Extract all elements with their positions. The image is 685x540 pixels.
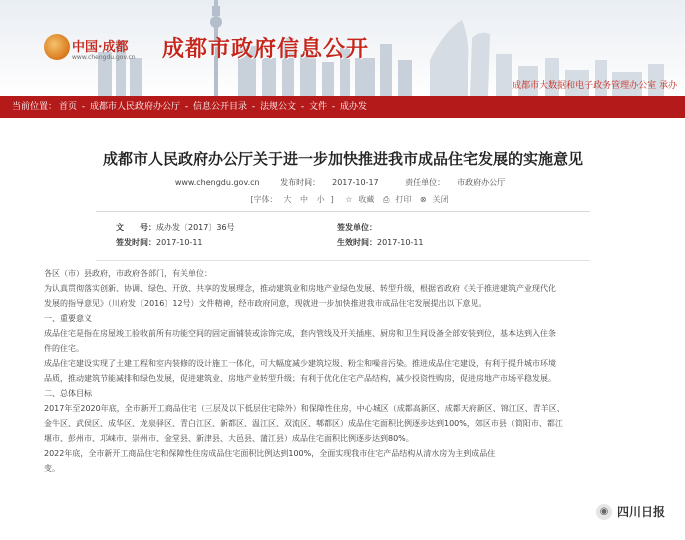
wechat-icon: ◉ [596, 504, 612, 520]
breadcrumb-sep: - [329, 102, 339, 112]
watermark-text: 四川日报 [616, 505, 665, 519]
close-button[interactable]: 关闭 [432, 195, 449, 204]
paragraph: 为认真贯彻落实创新、协调、绿色、开放、共享的发展理念，推动建筑业和房地产业绿色发展、转型升级，根据省政府《关于推进建筑产业现代化 [44, 284, 556, 293]
site-title: 成都市政府信息公开 [162, 36, 370, 62]
section-heading: 一、重要意义 [44, 314, 92, 323]
font-size-close: ] [330, 195, 334, 204]
paragraph: 变。 [44, 464, 60, 473]
paragraph: 品质，推动建筑节能减排和绿色发展，促进建筑业、房地产业转型升级；有利于优化住宅产品结构，减少投资性购房，促进房地产市场平稳发展。 [44, 374, 556, 383]
publish-time: 2017-10-17 [332, 178, 379, 187]
effective-date-label: 生效时间： [337, 238, 377, 247]
responsible-unit-label: 责任单位： [405, 178, 446, 187]
divider [96, 211, 590, 212]
watermark [590, 501, 671, 522]
issuer-label: 签发单位： [337, 223, 377, 232]
section-heading: 二、总体目标 [44, 389, 92, 398]
document-body [44, 266, 654, 476]
info-row [116, 220, 576, 235]
breadcrumb-home[interactable]: 首页 [59, 102, 78, 112]
breadcrumb-prefix: 当前位置： [12, 102, 58, 112]
issue-date-label: 签发时间： [116, 238, 156, 247]
paragraph: 发展的指导意见》（川府发〔2016〕12号）文件精神，经市政府同意，现就进一步加快推进我市成品住宅发展提出以下意见。 [44, 299, 487, 308]
article-tools [228, 194, 468, 205]
breadcrumb-sep: - [249, 102, 259, 112]
chengdu-logo-icon [44, 34, 70, 60]
effective-date: 2017-10-11 [377, 238, 424, 247]
document-title: 成都市人民政府办公厅关于进一步加快推进我市成品住宅发展的实施意见 [102, 150, 583, 168]
font-size-large[interactable]: 大 [283, 195, 292, 204]
collect-button[interactable]: 收藏 [358, 195, 375, 204]
breadcrumb [0, 96, 685, 118]
breadcrumb-sep: - [79, 102, 89, 112]
print-button[interactable]: 打印 [395, 195, 412, 204]
breadcrumb-sep: - [298, 102, 308, 112]
paragraph: 堰市、彭州市、邛崃市、崇州市、金堂县、新津县、大邑县、蒲江县）成品住宅面积比例逐步达到80%。 [44, 434, 414, 443]
breadcrumb-regulations[interactable]: 法规公文 [260, 102, 297, 112]
breadcrumb-sep: - [182, 102, 192, 112]
responsible-unit: 市政府办公厅 [457, 178, 506, 187]
article-panel [18, 118, 668, 540]
font-size-medium[interactable]: 中 [300, 195, 309, 204]
site-banner [0, 0, 685, 96]
close-icon: ⊗ [419, 195, 427, 204]
logo-url: www.chengdu.gov.cn [72, 54, 136, 61]
salutation: 各区（市）县政府，市政府各部门，有关单位： [44, 269, 212, 278]
breadcrumb-chengbanfa[interactable]: 成办发 [340, 102, 368, 112]
document-info [116, 220, 576, 250]
breadcrumb-documents[interactable]: 文件 [309, 102, 328, 112]
logo-text: 中国·成都 [72, 40, 129, 55]
breadcrumb-disclosure-catalog[interactable]: 信息公开目录 [193, 102, 248, 112]
source-site: www.chengdu.gov.cn [174, 178, 260, 187]
paragraph: 件的住宅。 [44, 344, 84, 353]
print-icon: ⎙ [382, 195, 390, 204]
divider [96, 260, 590, 261]
breadcrumb-general-office[interactable]: 成都市人民政府办公厅 [90, 102, 181, 112]
article-meta [18, 177, 668, 188]
issue-date: 2017-10-11 [156, 238, 203, 247]
font-size-label: [字体： [250, 195, 278, 204]
doc-number: 成办发〔2017〕36号 [156, 223, 235, 232]
paragraph: 成品住宅是指在房屋竣工验收前所有功能空间的固定面铺装或涂饰完成，套内管线及开关插座、厨房和卫生间设备全部安装到位，基本达到入住条 [44, 329, 556, 338]
collect-icon: ☆ [345, 195, 353, 204]
info-row [116, 235, 576, 250]
paragraph: 成品住宅建设实现了土建工程和室内装修的设计施工一体化，可大幅度减少建筑垃圾、粉尘和噪音污染。推进成品住宅建设，有利于提升城市环境 [44, 359, 556, 368]
paragraph: 金牛区、武侯区、成华区、龙泉驿区、青白江区、新都区、温江区、双流区、郫都区）成品住宅面积比例逐步达到100%，郊区市县（简阳市、都江 [44, 419, 563, 428]
doc-number-label: 文 号： [116, 223, 156, 232]
paragraph: 2017年至2020年底，全市新开工商品住宅（三层及以下低层住宅除外）和保障性住房，中心城区（成都高新区、成都天府新区、锦江区、青羊区、 [44, 404, 565, 413]
publish-time-label: 发布时间： [280, 178, 321, 187]
font-size-small[interactable]: 小 [316, 195, 325, 204]
paragraph: 2022年底，全市新开工商品住宅和保障性住房成品住宅面积比例达到100%，全面实现我市住宅产品结构从清水房为主到成品住 [44, 449, 496, 458]
site-host-text: 成都市大数据和电子政务管理办公室 承办 [512, 81, 677, 91]
